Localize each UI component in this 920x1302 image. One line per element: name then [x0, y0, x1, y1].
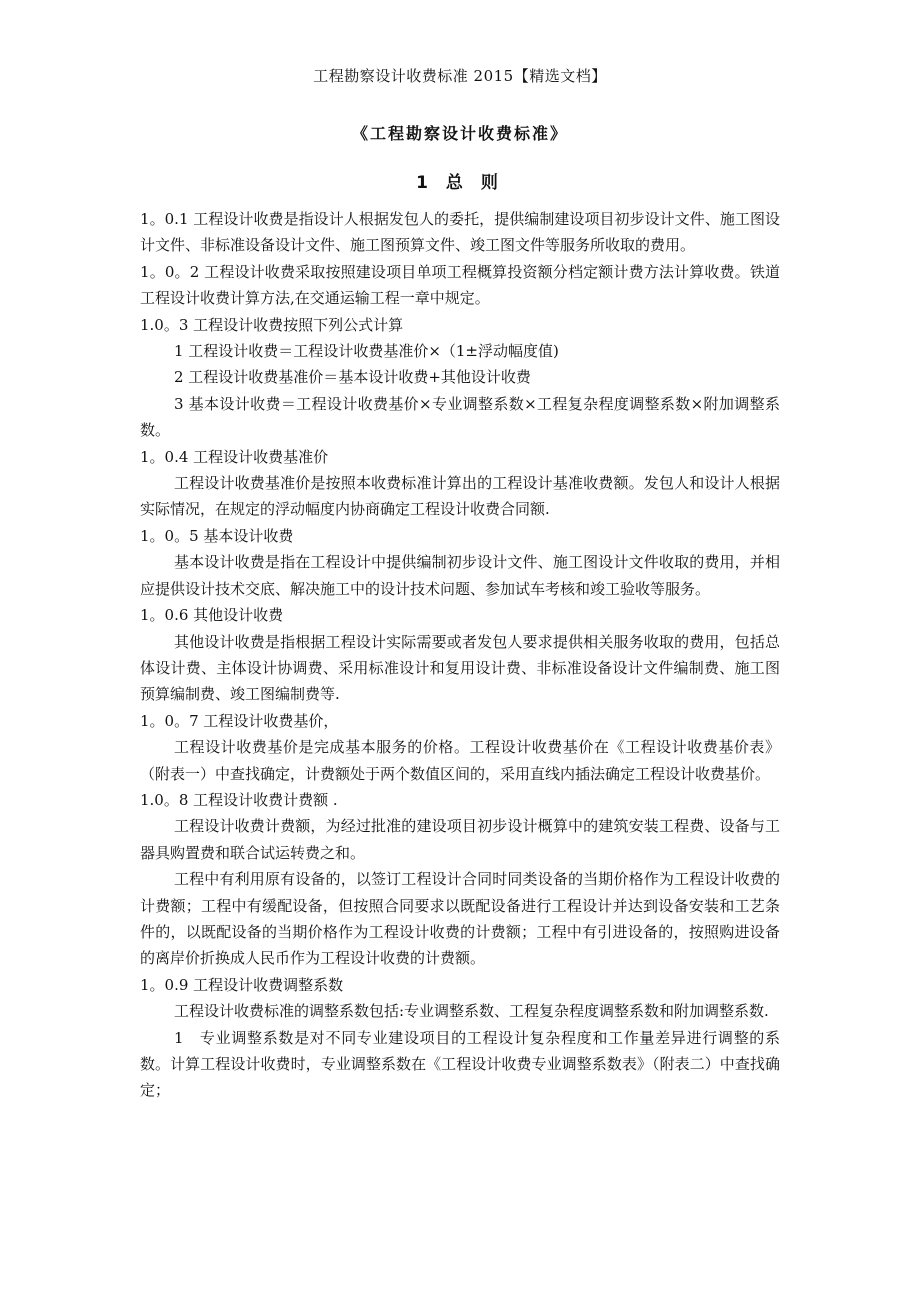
- body-paragraph: 2 工程设计收费基准价＝基本设计收费+其他设计收费: [174, 368, 531, 387]
- body-paragraph: 3 基本设计收费＝工程设计收费基价×专业调整系数×工程复杂程度调整系数×附加调整系数。: [140, 394, 780, 440]
- clause-heading: 1。0.6 其他设计收费: [140, 606, 284, 625]
- clause-heading: 1。0.9 工程设计收费调整系数: [140, 975, 344, 994]
- clause-heading: 1。0。5 基本设计收费: [140, 526, 294, 545]
- body-paragraph: 工程设计收费基价是完成基本服务的价格。工程设计收费基价在《工程设计收费基价表》（附表一）中查找确定，计费额处于两个数值区间的，采用直线内插法确定工程设计收费基价。: [140, 738, 780, 783]
- body-paragraph: 工程中有利用原有设备的，以签订工程设计合同时同类设备的当期价格作为工程设计收费的计费额；工程中有缓配设备，但按照合同要求以既配设备进行工程设计并达到设备安装和工艺条件的，以既配设备的当期价格作为工程设计收费的计费额；工程中有引进设备的，按照购进设备的离岸价折换成人民币作为工程设计收费的计费额。: [140, 870, 780, 968]
- clause-heading: 1。0。7 工程设计收费基价，: [140, 711, 339, 730]
- clause-heading: 1.0。8 工程设计收费计费额 .: [140, 790, 338, 809]
- clause-heading: 1.0。3 工程设计收费按照下列公式计算: [140, 315, 404, 334]
- document-body: [140, 206, 780, 1104]
- document-title: 《工程勘察设计收费标准》: [351, 124, 568, 143]
- body-paragraph: 其他设计收费是指根据工程设计实际需要或者发包人要求提供相关服务收取的费用，包括总体设计费、主体设计协调费、采用标准设计和复用设计费、非标准设备设计文件编制费、施工图预算编制费、竣工图编制费等.: [140, 632, 780, 704]
- body-paragraph: 工程设计收费基准价是按照本收费标准计算出的工程设计基准收费额。发包人和设计人根据实际情况，在规定的浮动幅度内协商确定工程设计收费合同额.: [140, 474, 780, 519]
- clause-heading: 1。0。2 工程设计收费采取按照建设项目单项工程概算投资额分档定额计费方法计算收费。铁道工程设计收费计算方法,在交通运输工程一章中规定。: [140, 262, 780, 308]
- clause-heading: 1。0.1 工程设计收费是指设计人根据发包人的委托，提供编制建设项目初步设计文件、施工图设计文件、非标准设备设计文件、施工图预算文件、竣工图文件等服务所收取的费用。: [140, 210, 780, 255]
- body-paragraph: 1 专业调整系数是对不同专业建设项目的工程设计复杂程度和工作量差异进行调整的系数。计算工程设计收费时，专业调整系数在《工程设计收费专业调整系数表》（附表二）中查找确定；: [140, 1028, 780, 1100]
- chapter-title: 1 总 则: [416, 173, 504, 193]
- body-paragraph: 工程设计收费计费额，为经过批准的建设项目初步设计概算中的建筑安装工程费、设备与工器具购置费和联合试运转费之和。: [140, 817, 780, 862]
- body-paragraph: 工程设计收费标准的调整系数包括:专业调整系数、工程复杂程度调整系数和附加调整系数.: [174, 1002, 769, 1021]
- body-paragraph: 基本设计收费是指在工程设计中提供编制初步设计文件、施工图设计文件收取的费用，并相应提供设计技术交底、解决施工中的设计技术问题、参加试车考核和竣工验收等服务。: [140, 553, 780, 598]
- body-paragraph: 1 工程设计收费＝工程设计收费基准价×（1±浮动幅度值): [174, 342, 559, 361]
- page-header: 工程勘察设计收费标准 2015【精选文档】: [313, 67, 607, 85]
- clause-heading: 1。0.4 工程设计收费基准价: [140, 447, 329, 466]
